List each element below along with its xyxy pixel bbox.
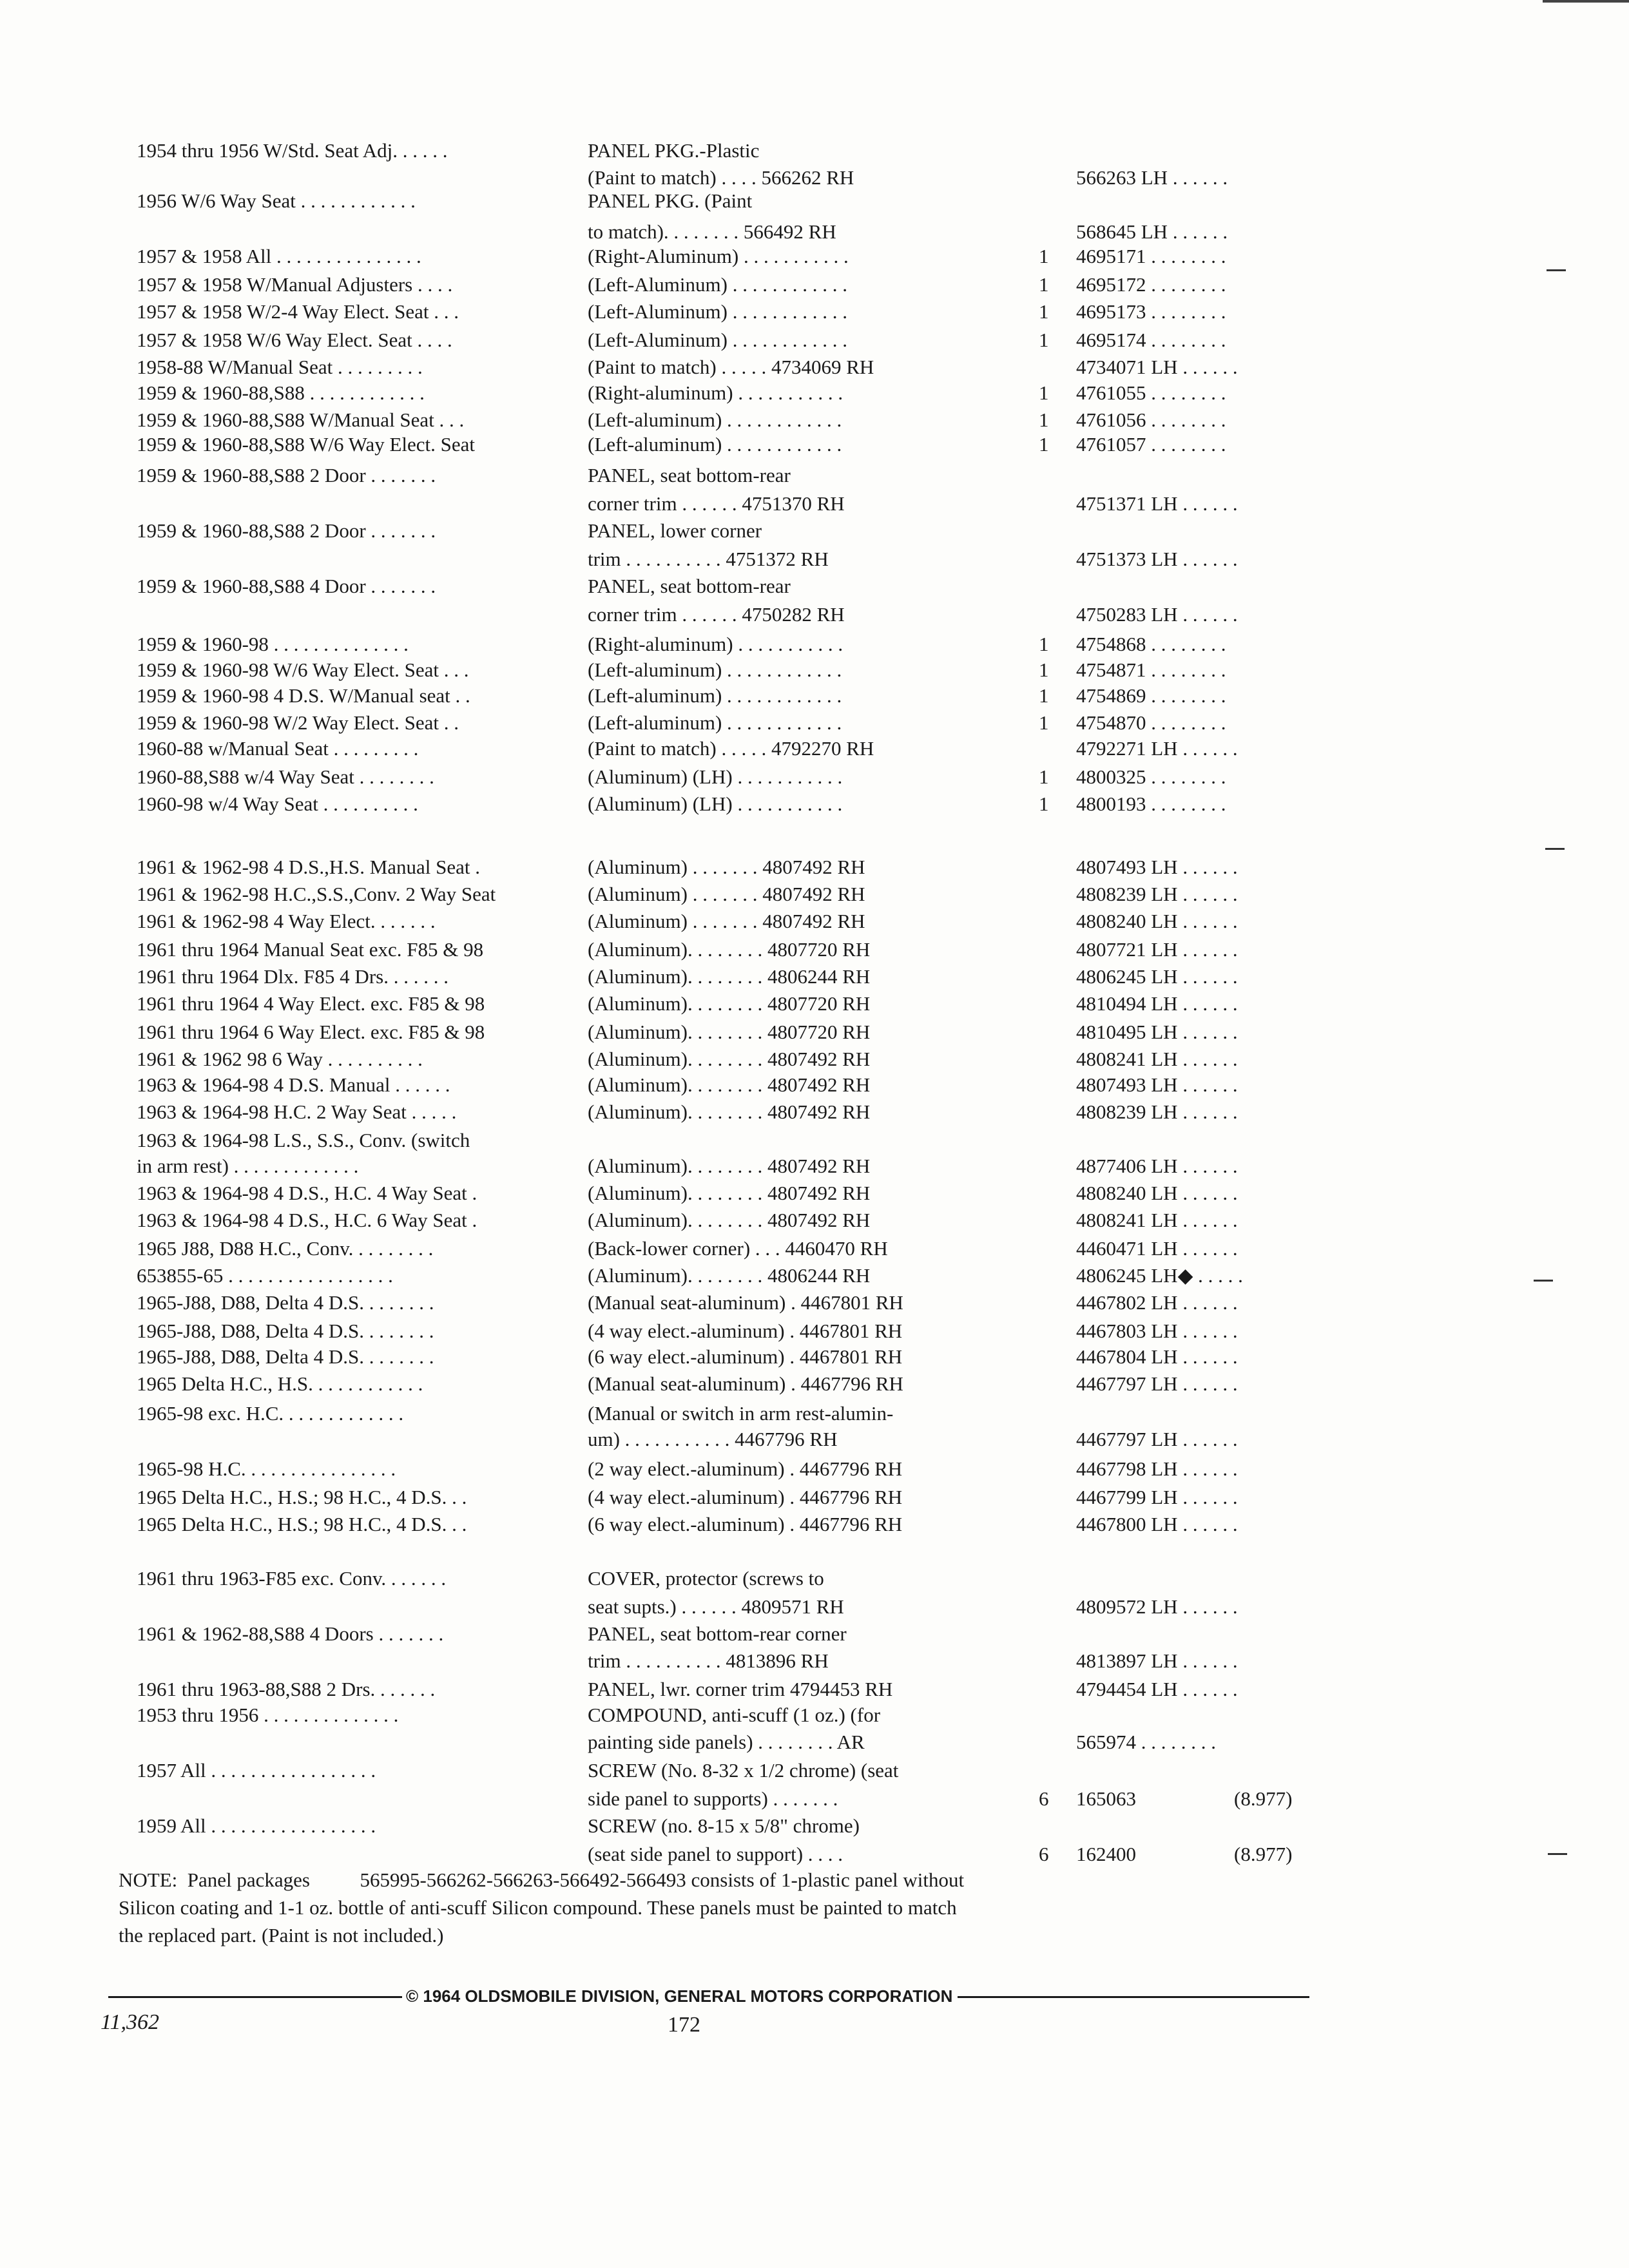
- description-cell: (2 way elect.-aluminum) . 4467796 RH: [588, 1457, 903, 1480]
- table-row: [0, 1179, 1629, 1207]
- description-cell: (Right-aluminum) . . . . . . . . . . .: [588, 633, 843, 655]
- application-cell: 1960-88,S88 w/4 Way Seat . . . . . . . .: [137, 765, 434, 788]
- application-cell: 1961 & 1962-98 H.C.,S.S.,Conv. 2 Way Seat: [137, 883, 496, 905]
- table-row: [0, 517, 1629, 545]
- application-cell: 1963 & 1964-98 4 D.S. Manual . . . . . .: [137, 1073, 450, 1096]
- part-number-cell: 4467800 LH . . . . . .: [1076, 1513, 1238, 1535]
- footer-rule-left: [108, 1996, 402, 1998]
- application-cell: 1959 All . . . . . . . . . . . . . . . . .: [137, 1814, 376, 1837]
- application-cell: 1965-98 exc. H.C. . . . . . . . . . . . .: [137, 1402, 404, 1425]
- table-row: [0, 1206, 1629, 1235]
- table-row: [0, 880, 1629, 908]
- quantity-cell: 1: [1039, 633, 1049, 655]
- description-cell: (Left-aluminum) . . . . . . . . . . . .: [588, 433, 842, 456]
- application-cell: 1963 & 1964-98 L.S., S.S., Conv. (switch: [137, 1129, 470, 1151]
- table-row: [0, 1071, 1629, 1099]
- table-row: [0, 735, 1629, 763]
- description-cell: SCREW (no. 8-15 x 5/8" chrome): [588, 1814, 860, 1837]
- part-number-cell: 4807493 LH . . . . . .: [1076, 1073, 1238, 1096]
- part-number-cell: 4808241 LH . . . . . .: [1076, 1048, 1238, 1070]
- part-number-cell: 4467799 LH . . . . . .: [1076, 1486, 1238, 1508]
- part-number-cell: 4810494 LH . . . . . .: [1076, 992, 1238, 1015]
- description-cell: (Aluminum). . . . . . . . 4806244 RH: [588, 965, 871, 988]
- table-row: [0, 461, 1629, 490]
- table-row: [0, 1018, 1629, 1046]
- table-row: [0, 379, 1629, 407]
- part-number-cell: 4792271 LH . . . . . .: [1076, 737, 1238, 760]
- description-cell: (Aluminum) . . . . . . . 4807492 RH: [588, 910, 865, 932]
- margin-mark: [1545, 848, 1565, 850]
- table-row: [0, 1785, 1629, 1813]
- part-number-cell: 568645 LH . . . . . .: [1076, 220, 1228, 243]
- part-number-cell: 4467797 LH . . . . . .: [1076, 1372, 1238, 1395]
- group-number-cell: (8.977): [1234, 1843, 1293, 1865]
- description-cell: (Aluminum) . . . . . . . 4807492 RH: [588, 883, 865, 905]
- application-cell: 1961 thru 1964 Manual Seat exc. F85 & 98: [137, 938, 484, 961]
- description-cell: (Right-aluminum) . . . . . . . . . . .: [588, 381, 843, 404]
- application-cell: 1959 & 1960-88,S88 2 Door . . . . . . .: [137, 464, 436, 486]
- description-cell: corner trim . . . . . . 4751370 RH: [588, 492, 845, 515]
- part-number-cell: 4807493 LH . . . . . .: [1076, 856, 1238, 878]
- description-cell: (Left-aluminum) . . . . . . . . . . . .: [588, 684, 842, 707]
- table-row: [0, 490, 1629, 518]
- part-number-cell: 4806245 LH◆ . . . . .: [1076, 1264, 1243, 1287]
- part-number-cell: 4807721 LH . . . . . .: [1076, 938, 1238, 961]
- table-row: [0, 1289, 1629, 1317]
- description-cell: (Left-Aluminum) . . . . . . . . . . . .: [588, 329, 847, 351]
- table-row: [0, 1675, 1629, 1704]
- quantity-cell: 1: [1039, 684, 1049, 707]
- description-cell: (Aluminum). . . . . . . . 4807492 RH: [588, 1073, 871, 1096]
- description-cell: (Left-aluminum) . . . . . . . . . . . .: [588, 658, 842, 681]
- table-row: [0, 1262, 1629, 1290]
- description-cell: (Left-aluminum) . . . . . . . . . . . .: [588, 408, 842, 431]
- application-cell: 1953 thru 1956 . . . . . . . . . . . . . .: [137, 1704, 399, 1726]
- description-cell: (Aluminum). . . . . . . . 4807720 RH: [588, 938, 871, 961]
- part-number-cell: 4467797 LH . . . . . .: [1076, 1428, 1238, 1450]
- table-row: [0, 1701, 1629, 1729]
- application-cell: 1965-J88, D88, Delta 4 D.S. . . . . . . .: [137, 1320, 434, 1342]
- description-cell: (6 way elect.-aluminum) . 4467801 RH: [588, 1345, 903, 1368]
- part-number-cell: 565974 . . . . . . . .: [1076, 1731, 1216, 1753]
- description-cell: trim . . . . . . . . . . 4751372 RH: [588, 548, 829, 570]
- part-number-cell: 4467802 LH . . . . . .: [1076, 1291, 1238, 1314]
- description-cell: (Aluminum) . . . . . . . 4807492 RH: [588, 856, 865, 878]
- application-cell: 1959 & 1960-98 . . . . . . . . . . . . . .: [137, 633, 409, 655]
- quantity-cell: 1: [1039, 765, 1049, 788]
- application-cell: 1961 & 1962-98 4 Way Elect. . . . . . .: [137, 910, 436, 932]
- table-row: [0, 572, 1629, 601]
- table-row: [0, 1317, 1629, 1345]
- table-row: [0, 1455, 1629, 1483]
- description-cell: PANEL, seat bottom-rear: [588, 575, 791, 597]
- table-row: [0, 1152, 1629, 1180]
- part-number-cell: 4794454 LH . . . . . .: [1076, 1678, 1238, 1700]
- table-row: [0, 990, 1629, 1018]
- description-cell: (Left-Aluminum) . . . . . . . . . . . .: [588, 273, 847, 296]
- application-cell: 1959 & 1960-88,S88 2 Door . . . . . . .: [137, 519, 436, 542]
- description-cell: (Paint to match) . . . . 566262 RH: [588, 166, 854, 189]
- application-cell: 1961 thru 1964 6 Way Elect. exc. F85 & 98: [137, 1021, 485, 1043]
- part-number-cell: 4695172 . . . . . . . .: [1076, 273, 1226, 296]
- part-number-cell: 4754871 . . . . . . . .: [1076, 658, 1226, 681]
- application-cell: 1965 Delta H.C., H.S. . . . . . . . . . . .: [137, 1372, 423, 1395]
- part-number-cell: 4809572 LH . . . . . .: [1076, 1595, 1238, 1618]
- part-number-cell: 4810495 LH . . . . . .: [1076, 1021, 1238, 1043]
- part-number-cell: 4806245 LH . . . . . .: [1076, 965, 1238, 988]
- description-cell: (Manual seat-aluminum) . 4467796 RH: [588, 1372, 903, 1395]
- description-cell: (Paint to match) . . . . . 4734069 RH: [588, 356, 874, 378]
- scan-edge-mark: [1543, 0, 1629, 3]
- table-row: [0, 1840, 1629, 1869]
- application-cell: 1961 thru 1963-F85 exc. Conv. . . . . . .: [137, 1567, 447, 1590]
- part-number-cell: 4761055 . . . . . . . .: [1076, 381, 1226, 404]
- description-cell: (Left-aluminum) . . . . . . . . . . . .: [588, 711, 842, 734]
- part-number-cell: 4750283 LH . . . . . .: [1076, 603, 1238, 626]
- table-row: [0, 963, 1629, 991]
- part-number-cell: 4695171 . . . . . . . .: [1076, 245, 1226, 267]
- part-number-cell: 165063: [1076, 1787, 1136, 1810]
- part-number-cell: 4813897 LH . . . . . .: [1076, 1649, 1238, 1672]
- table-row: [0, 271, 1629, 299]
- description-cell: (Aluminum). . . . . . . . 4807492 RH: [588, 1048, 871, 1070]
- description-cell: (Aluminum). . . . . . . . 4807492 RH: [588, 1155, 871, 1177]
- part-number-cell: 566263 LH . . . . . .: [1076, 166, 1228, 189]
- part-number-cell: 4800193 . . . . . . . .: [1076, 793, 1226, 815]
- quantity-cell: 1: [1039, 433, 1049, 456]
- quantity-cell: 1: [1039, 273, 1049, 296]
- application-cell: in arm rest) . . . . . . . . . . . . .: [137, 1155, 359, 1177]
- application-cell: 1963 & 1964-98 H.C. 2 Way Seat . . . . .: [137, 1100, 457, 1123]
- table-row: [0, 242, 1629, 271]
- application-cell: 1959 & 1960-98 W/2 Way Elect. Seat . .: [137, 711, 459, 734]
- application-cell: 1957 All . . . . . . . . . . . . . . . . .: [137, 1759, 376, 1782]
- description-cell: (Aluminum). . . . . . . . 4807492 RH: [588, 1100, 871, 1123]
- description-cell: (Manual or switch in arm rest-alumin-: [588, 1402, 894, 1425]
- application-cell: 1961 & 1962-88,S88 4 Doors . . . . . . .: [137, 1622, 444, 1645]
- application-cell: 1963 & 1964-98 4 D.S., H.C. 6 Way Seat .: [137, 1209, 477, 1231]
- application-cell: 653855-65 . . . . . . . . . . . . . . . . .: [137, 1264, 393, 1287]
- margin-mark: [1547, 269, 1566, 271]
- description-cell: PANEL, seat bottom-rear corner: [588, 1622, 847, 1645]
- application-cell: 1961 & 1962 98 6 Way . . . . . . . . . .: [137, 1048, 423, 1070]
- part-number-cell: 4751373 LH . . . . . .: [1076, 548, 1238, 570]
- part-number-cell: 4808240 LH . . . . . .: [1076, 910, 1238, 932]
- table-row: [0, 1235, 1629, 1263]
- description-cell: (Aluminum). . . . . . . . 4807492 RH: [588, 1182, 871, 1204]
- quantity-cell: 1: [1039, 300, 1049, 323]
- table-row: [0, 630, 1629, 658]
- part-number-cell: 4754868 . . . . . . . .: [1076, 633, 1226, 655]
- description-cell: (4 way elect.-aluminum) . 4467796 RH: [588, 1486, 903, 1508]
- application-cell: 1961 thru 1964 4 Way Elect. exc. F85 & 98: [137, 992, 485, 1015]
- margin-mark: [1548, 1853, 1567, 1855]
- part-number-cell: 4877406 LH . . . . . .: [1076, 1155, 1238, 1177]
- description-cell: (Aluminum) (LH) . . . . . . . . . . .: [588, 765, 843, 788]
- description-cell: (Aluminum). . . . . . . . 4807492 RH: [588, 1209, 871, 1231]
- application-cell: 1965-98 H.C. . . . . . . . . . . . . . . .: [137, 1457, 396, 1480]
- description-cell: (Left-Aluminum) . . . . . . . . . . . .: [588, 300, 847, 323]
- quantity-cell: 1: [1039, 408, 1049, 431]
- application-cell: 1965-J88, D88, Delta 4 D.S. . . . . . . .: [137, 1345, 434, 1368]
- part-number-cell: 4754870 . . . . . . . .: [1076, 711, 1226, 734]
- application-cell: 1963 & 1964-98 4 D.S., H.C. 4 Way Seat .: [137, 1182, 477, 1204]
- description-cell: (Aluminum). . . . . . . . 4807720 RH: [588, 1021, 871, 1043]
- description-cell: (4 way elect.-aluminum) . 4467801 RH: [588, 1320, 903, 1342]
- part-number-cell: 162400: [1076, 1843, 1136, 1865]
- table-row: [0, 1126, 1629, 1155]
- quantity-cell: 1: [1039, 793, 1049, 815]
- description-cell: (Aluminum). . . . . . . . 4806244 RH: [588, 1264, 871, 1287]
- table-row: [0, 709, 1629, 737]
- quantity-cell: 6: [1039, 1787, 1049, 1810]
- application-cell: 1959 & 1960-98 4 D.S. W/Manual seat . .: [137, 684, 470, 707]
- table-row: [0, 1812, 1629, 1840]
- table-row: [0, 936, 1629, 964]
- part-number-cell: 4800325 . . . . . . . .: [1076, 765, 1226, 788]
- table-row: [0, 763, 1629, 791]
- copyright-line: © 1964 OLDSMOBILE DIVISION, GENERAL MOTORS CORPORATION: [406, 1986, 953, 2006]
- table-row: [0, 1756, 1629, 1785]
- description-cell: (Manual seat-aluminum) . 4467801 RH: [588, 1291, 903, 1314]
- description-cell: SCREW (No. 8-32 x 1/2 chrome) (seat: [588, 1759, 899, 1782]
- description-cell: um) . . . . . . . . . . . 4467796 RH: [588, 1428, 838, 1450]
- application-cell: 1957 & 1958 All . . . . . . . . . . . . . . .: [137, 245, 421, 267]
- footer-rule-right: [958, 1996, 1309, 1998]
- description-cell: (Aluminum) (LH) . . . . . . . . . . .: [588, 793, 843, 815]
- application-cell: 1960-88 w/Manual Seat . . . . . . . . .: [137, 737, 419, 760]
- table-row: [0, 298, 1629, 326]
- application-cell: 1958-88 W/Manual Seat . . . . . . . . .: [137, 356, 423, 378]
- description-cell: COMPOUND, anti-scuff (1 oz.) (for: [588, 1704, 881, 1726]
- application-cell: 1960-98 w/4 Way Seat . . . . . . . . . .: [137, 793, 418, 815]
- part-number-cell: 4808239 LH . . . . . .: [1076, 883, 1238, 905]
- margin-mark: [1534, 1280, 1553, 1282]
- description-cell: (Back-lower corner) . . . 4460470 RH: [588, 1237, 888, 1260]
- part-number-cell: 4808241 LH . . . . . .: [1076, 1209, 1238, 1231]
- application-cell: 1954 thru 1956 W/Std. Seat Adj. . . . . .: [137, 139, 448, 162]
- part-number-cell: 4467798 LH . . . . . .: [1076, 1457, 1238, 1480]
- table-row: [0, 1593, 1629, 1621]
- table-row: [0, 656, 1629, 684]
- application-cell: 1965 Delta H.C., H.S.; 98 H.C., 4 D.S. . .: [137, 1513, 467, 1535]
- part-number-cell: 4467804 LH . . . . . .: [1076, 1345, 1238, 1368]
- quantity-cell: 1: [1039, 381, 1049, 404]
- table-row: [0, 1370, 1629, 1398]
- table-row: [0, 601, 1629, 629]
- description-cell: painting side panels) . . . . . . . . AR: [588, 1731, 865, 1753]
- part-number-cell: 4460471 LH . . . . . .: [1076, 1237, 1238, 1260]
- group-number-cell: (8.977): [1234, 1787, 1293, 1810]
- part-number-cell: 4467803 LH . . . . . .: [1076, 1320, 1238, 1342]
- description-cell: side panel to supports) . . . . . . .: [588, 1787, 838, 1810]
- table-row: [0, 682, 1629, 710]
- quantity-cell: 1: [1039, 245, 1049, 267]
- table-row: [0, 1399, 1629, 1428]
- table-row: [0, 1728, 1629, 1756]
- part-number-cell: 4808239 LH . . . . . .: [1076, 1100, 1238, 1123]
- description-cell: PANEL, lwr. corner trim 4794453 RH: [588, 1678, 893, 1700]
- part-number-cell: 4751371 LH . . . . . .: [1076, 492, 1238, 515]
- application-cell: 1959 & 1960-88,S88 4 Door . . . . . . .: [137, 575, 436, 597]
- part-number-cell: 4695173 . . . . . . . .: [1076, 300, 1226, 323]
- table-row: [0, 1647, 1629, 1675]
- table-row: [0, 430, 1629, 459]
- description-cell: (Aluminum). . . . . . . . 4807720 RH: [588, 992, 871, 1015]
- table-row: [0, 1620, 1629, 1648]
- page-number: 172: [668, 2013, 700, 2037]
- table-row: [0, 853, 1629, 881]
- table-row: [0, 907, 1629, 936]
- description-cell: (Right-Aluminum) . . . . . . . . . . .: [588, 245, 849, 267]
- application-cell: 1959 & 1960-88,S88 W/6 Way Elect. Seat: [137, 433, 476, 456]
- application-cell: 1965 J88, D88 H.C., Conv. . . . . . . . .: [137, 1237, 434, 1260]
- table-row: [0, 1343, 1629, 1371]
- document-number: 11,362: [101, 2010, 159, 2034]
- description-cell: (6 way elect.-aluminum) . 4467796 RH: [588, 1513, 903, 1535]
- description-cell: to match). . . . . . . . 566492 RH: [588, 220, 836, 243]
- part-number-cell: 4695174 . . . . . . . .: [1076, 329, 1226, 351]
- table-row: [0, 326, 1629, 354]
- application-cell: 1965 Delta H.C., H.S.; 98 H.C., 4 D.S. . .: [137, 1486, 467, 1508]
- application-cell: 1959 & 1960-98 W/6 Way Elect. Seat . . .: [137, 658, 469, 681]
- quantity-cell: 1: [1039, 329, 1049, 351]
- table-row: [0, 790, 1629, 818]
- table-row: [0, 545, 1629, 573]
- part-number-cell: 4754869 . . . . . . . .: [1076, 684, 1226, 707]
- panel-packages-note: NOTE: Panel packages 565995-566262-566263-566492-566493 consists of 1-plastic panel without Silicon coating and 1-1 oz. bottle of anti-scuff Silicon compound. These panels must be painted to match the replaced part. (Paint is not included.): [119, 1869, 965, 1946]
- table-row: [0, 1483, 1629, 1512]
- table-row: [0, 137, 1629, 165]
- table-row: [0, 1564, 1629, 1593]
- part-number-cell: 4761056 . . . . . . . .: [1076, 408, 1226, 431]
- description-cell: PANEL, seat bottom-rear: [588, 464, 791, 486]
- application-cell: 1961 thru 1964 Dlx. F85 4 Drs. . . . . . .: [137, 965, 448, 988]
- application-cell: 1959 & 1960-88,S88 W/Manual Seat . . .: [137, 408, 465, 431]
- description-cell: PANEL, lower corner: [588, 519, 762, 542]
- part-number-cell: 4808240 LH . . . . . .: [1076, 1182, 1238, 1204]
- application-cell: 1961 & 1962-98 4 D.S.,H.S. Manual Seat .: [137, 856, 481, 878]
- application-cell: 1956 W/6 Way Seat . . . . . . . . . . . .: [137, 189, 416, 212]
- application-cell: 1957 & 1958 W/2-4 Way Elect. Seat . . .: [137, 300, 459, 323]
- description-cell: seat supts.) . . . . . . 4809571 RH: [588, 1595, 844, 1618]
- description-cell: trim . . . . . . . . . . 4813896 RH: [588, 1649, 829, 1672]
- description-cell: PANEL PKG.-Plastic: [588, 139, 760, 162]
- table-row: [0, 353, 1629, 381]
- quantity-cell: 6: [1039, 1843, 1049, 1865]
- table-row: [0, 1510, 1629, 1539]
- table-row: [0, 1045, 1629, 1073]
- description-cell: (seat side panel to support) . . . .: [588, 1843, 843, 1865]
- application-cell: 1957 & 1958 W/Manual Adjusters . . . .: [137, 273, 453, 296]
- part-number-cell: 4734071 LH . . . . . .: [1076, 356, 1238, 378]
- description-cell: COVER, protector (screws to: [588, 1567, 824, 1590]
- part-number-cell: 4761057 . . . . . . . .: [1076, 433, 1226, 456]
- description-cell: corner trim . . . . . . 4750282 RH: [588, 603, 845, 626]
- description-cell: (Paint to match) . . . . . 4792270 RH: [588, 737, 874, 760]
- application-cell: 1965-J88, D88, Delta 4 D.S. . . . . . . .: [137, 1291, 434, 1314]
- application-cell: 1959 & 1960-88,S88 . . . . . . . . . . . .: [137, 381, 425, 404]
- description-cell: PANEL PKG. (Paint: [588, 189, 753, 212]
- quantity-cell: 1: [1039, 658, 1049, 681]
- application-cell: 1961 thru 1963-88,S88 2 Drs. . . . . . .: [137, 1678, 436, 1700]
- quantity-cell: 1: [1039, 711, 1049, 734]
- table-row: [0, 187, 1629, 215]
- application-cell: 1957 & 1958 W/6 Way Elect. Seat . . . .: [137, 329, 452, 351]
- table-row: [0, 1098, 1629, 1126]
- table-row: [0, 1425, 1629, 1454]
